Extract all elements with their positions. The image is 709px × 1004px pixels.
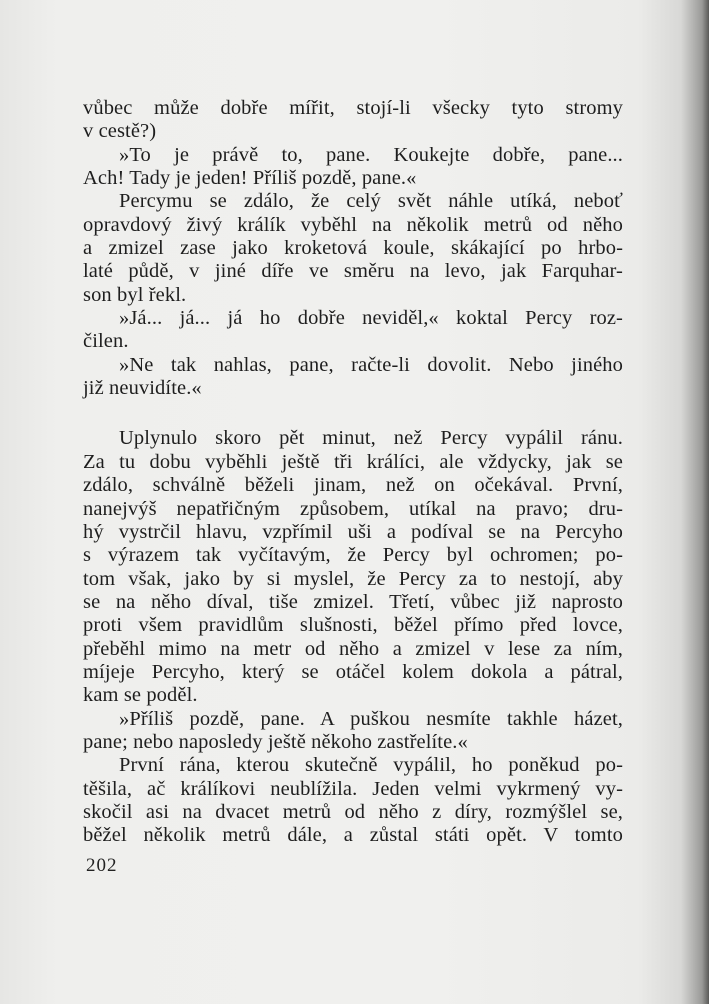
book-page-text <box>83 97 623 848</box>
text-line: čilen. <box>83 330 129 353</box>
text-line: proti všem pravidlům slušnosti, běžel přímo před lovce, <box>83 614 623 637</box>
text-line: míjeje Percyho, který se otáčel kolem dokola a pátral, <box>83 660 623 683</box>
text-line: se na něho díval, tiše zmizel. Třetí, vůbec již naprosto <box>83 590 623 613</box>
text-line: Percymu se zdálo, že celý svět náhle utíká, neboť <box>119 190 623 213</box>
text-line: opravdový živý králík vyběhl na několik metrů od něho <box>83 213 623 236</box>
text-line: nanejvýš nepatřičným způsobem, utíkal na pravo; dru- <box>83 497 623 520</box>
text-line: vůbec může dobře mířit, stojí-li všecky tyto stromy <box>83 97 623 119</box>
text-line: tom však, jako by si myslel, že Percy za to nestojí, aby <box>83 567 623 590</box>
text-line: a zmizel zase jako kroketová koule, skákající po hrbo- <box>83 237 623 260</box>
text-line: v cestě?) <box>83 120 157 143</box>
text-line: »Ne tak nahlas, pane, račte-li dovolit. Nebo jiného <box>119 353 623 376</box>
text-line: »To je právě to, pane. Koukejte dobře, pane... <box>119 143 623 166</box>
text-line: »Já... já... já ho dobře neviděl,« koktal Percy roz- <box>119 307 623 330</box>
text-line: První rána, kterou skutečně vypálil, ho poněkud po- <box>119 754 623 777</box>
text-line: »Příliš pozdě, pane. A puškou nesmíte takhle házet, <box>119 707 623 730</box>
text-line: Ach! Tady je jeden! Příliš pozdě, pane.« <box>83 167 417 190</box>
text-line: laté půdě, v jiné díře ve směru na levo, jak Farquhar- <box>83 260 623 283</box>
text-line: běžel několik metrů dále, a zůstal státi opět. V tomto <box>83 824 623 847</box>
text-line: hý vystrčil hlavu, vzpřímil uši a podíval se na Percyho <box>83 520 623 543</box>
text-line: přeběhl mimo na metr od něho a zmizel v lese za ním, <box>83 637 623 660</box>
text-line: Za tu dobu vyběhli ještě tři králíci, ale vždycky, jak se <box>83 450 623 473</box>
text-line: kam se poděl. <box>83 684 198 707</box>
page-number: 202 <box>86 855 118 876</box>
text-line: son byl řekl. <box>83 283 187 306</box>
text-line: těšila, ač králíkovi neublížila. Jeden velmi vykrmený vy- <box>83 777 623 800</box>
text-line: zdálo, schválně běželi jinam, než on očekával. První, <box>83 474 623 497</box>
text-line: již neuvidíte.« <box>83 377 202 400</box>
section-break <box>83 400 623 427</box>
text-line: skočil asi na dvacet metrů od něho z díry, rozmýšlel se, <box>83 800 623 823</box>
text-line: s výrazem tak vyčítavým, že Percy byl ochromen; po- <box>83 544 623 567</box>
text-line: Uplynulo skoro pět minut, než Percy vypálil ránu. <box>119 427 623 450</box>
text-line: pane; nebo naposledy ještě někoho zastřelíte.« <box>83 730 468 753</box>
